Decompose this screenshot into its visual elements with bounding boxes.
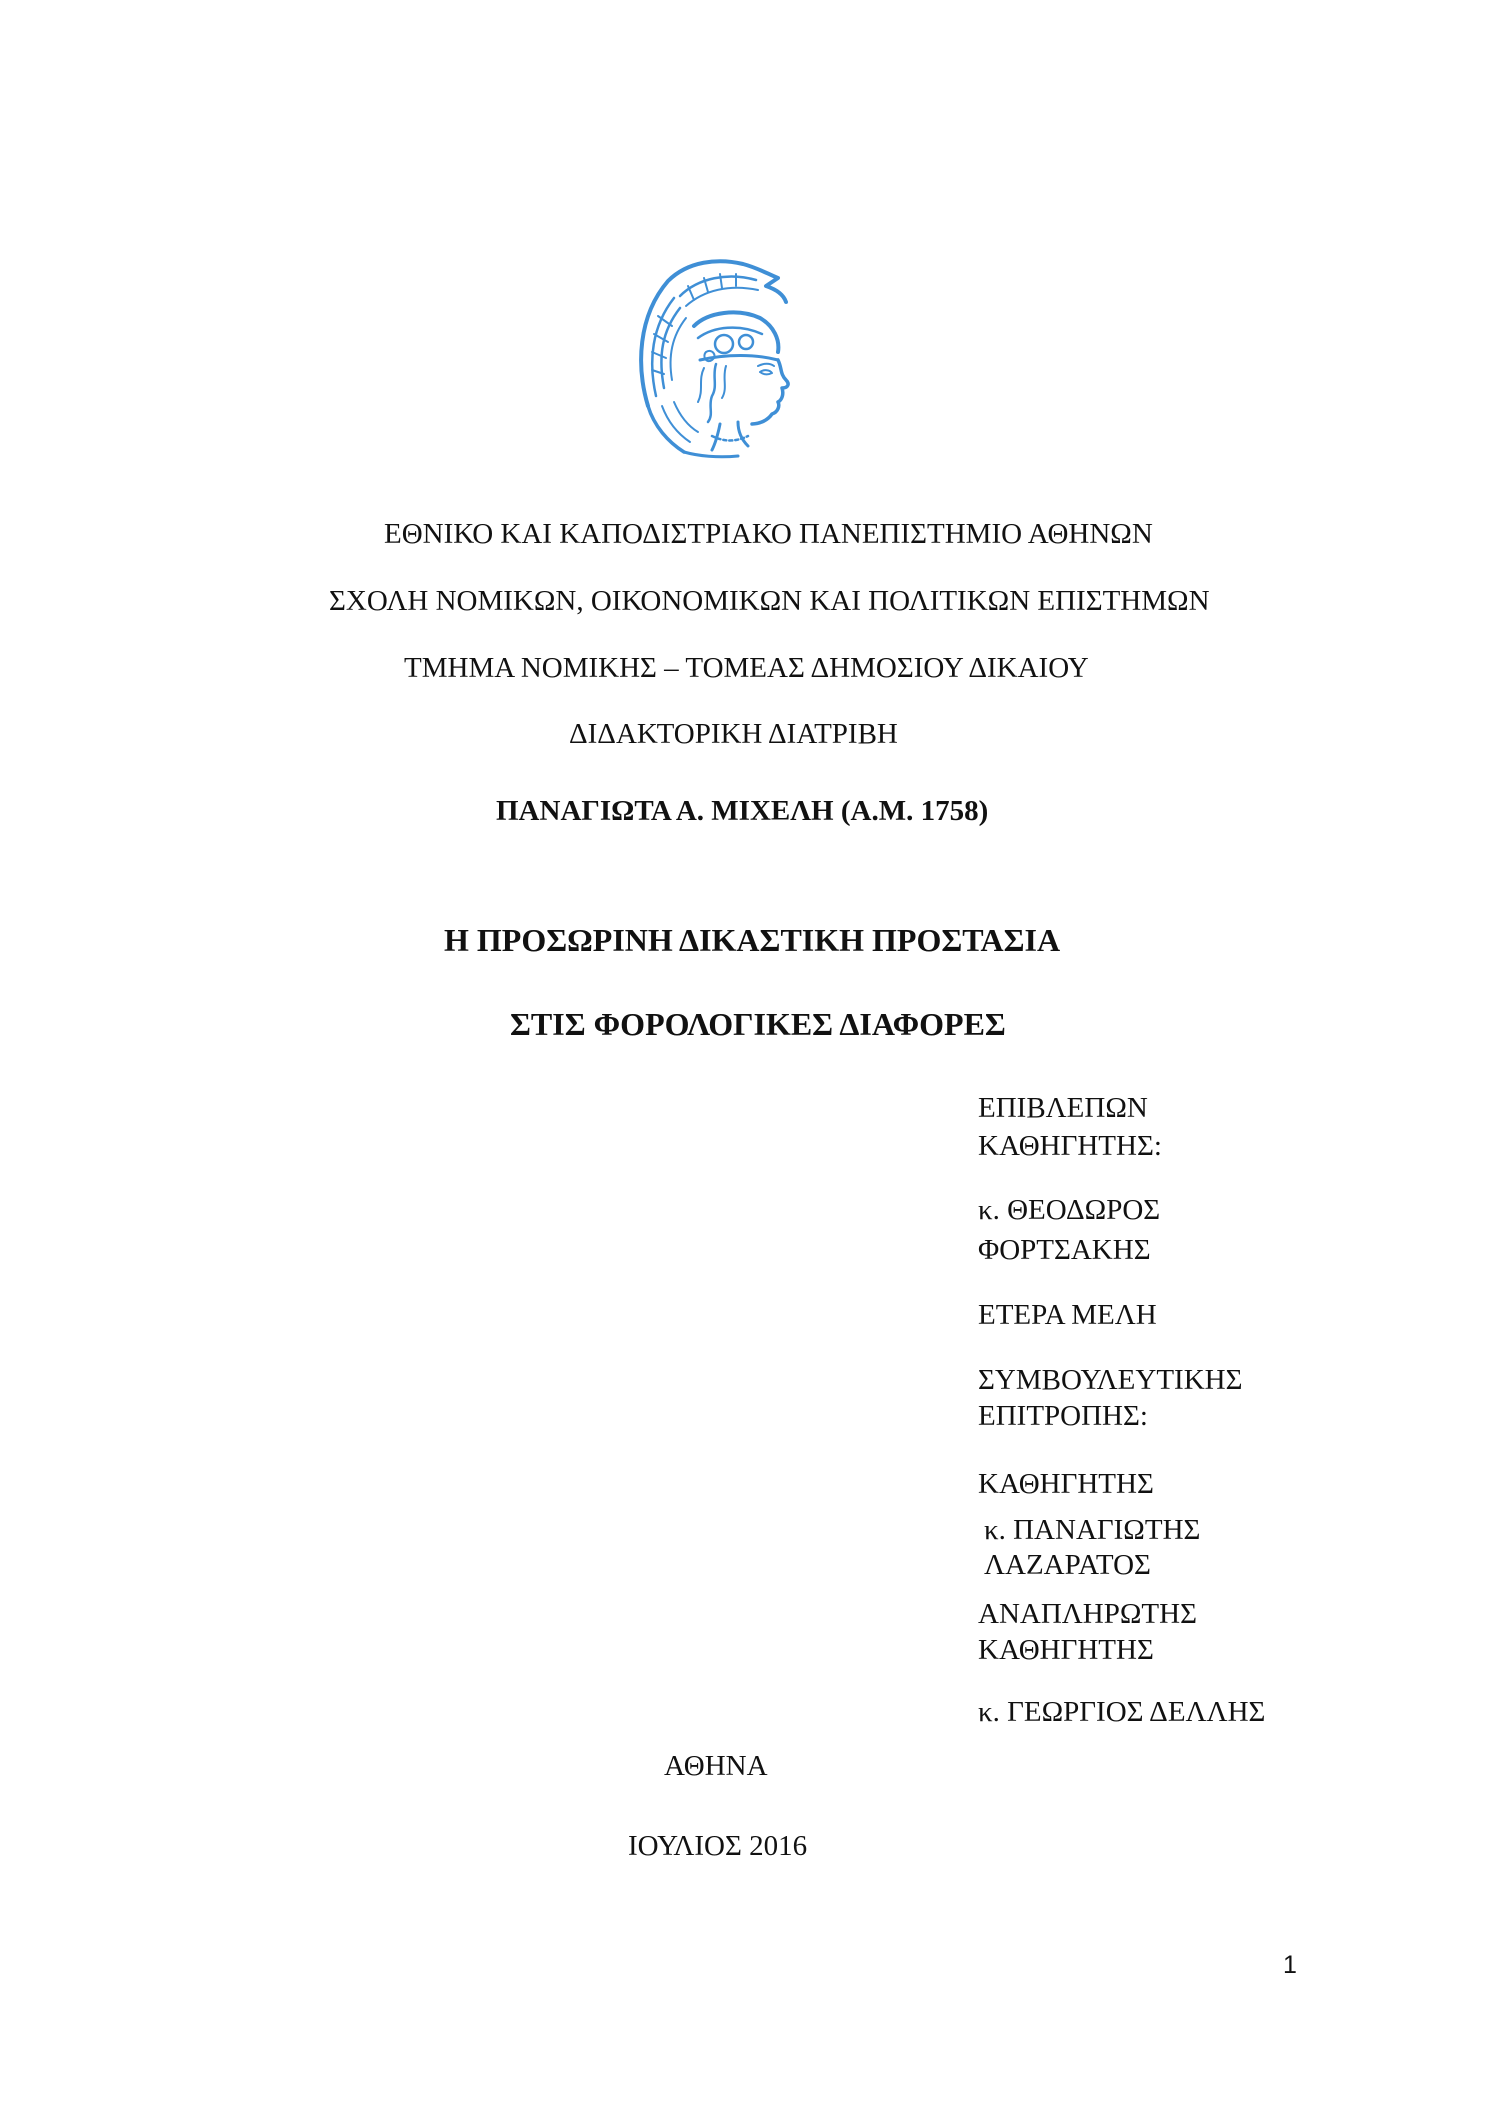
thesis-title-line-1: Η ΠΡΟΣΩΡΙΝΗ ΔΙΚΑΣΤΙΚΗ ΠΡΟΣΤΑΣΙΑ [444,922,1061,958]
document-type: ΔΙΔΑΚΤΟΡΙΚΗ ΔΙΑΤΡΙΒΗ [569,718,898,750]
author-name: ΠΑΝΑΓΙΩΤΑ Α. ΜΙΧΕΛΗ (Α.Μ. 1758) [496,795,989,827]
committee-members-label: ΕΤΕΡΑ ΜΕΛΗ [978,1299,1157,1331]
member1-title: ΚΑΘΗΓΗΤΗΣ [978,1468,1154,1500]
university-name: ΕΘΝΙΚΟ ΚΑΙ ΚΑΠΟΔΙΣΤΡΙΑΚΟ ΠΑΝΕΠΙΣΤΗΜΙΟ ΑΘΗΝΩΝ [384,518,1153,550]
school-name: ΣΧΟΛΗ ΝΟΜΙΚΩΝ, ΟΙΚΟΝΟΜΙΚΩΝ ΚΑΙ ΠΟΛΙΤΙΚΩΝ ΕΠΙΣΤΗΜΩΝ [329,585,1210,617]
member1-name-2: ΛΑΖΑΡΑΤΟΣ [984,1549,1151,1581]
city: ΑΘΗΝΑ [664,1750,768,1782]
page-number: 1 [1283,1951,1297,1979]
advisory-committee-label-1: ΣΥΜΒΟΥΛΕΥΤΙΚΗΣ [978,1364,1243,1396]
university-logo-athena-icon [628,256,800,462]
supervisor-label-1: ΕΠΙΒΛΕΠΩΝ [978,1092,1148,1124]
date: ΙΟΥΛΙΟΣ 2016 [628,1830,808,1862]
department-name: ΤΜΗΜΑ ΝΟΜΙΚΗΣ – ΤΟΜΕΑΣ ΔΗΜΟΣΙΟΥ ΔΙΚΑΙΟΥ [404,652,1089,684]
member1-name-1: κ. ΠΑΝΑΓΙΩΤΗΣ [984,1514,1201,1546]
supervisor-label-2: ΚΑΘΗΓΗΤΗΣ: [978,1130,1162,1162]
supervisor-name-2: ΦΟΡΤΣΑΚΗΣ [978,1234,1151,1266]
member2-name: κ. ΓΕΩΡΓΙΟΣ ΔΕΛΛΗΣ [978,1696,1266,1728]
thesis-title-line-2: ΣΤΙΣ ΦΟΡΟΛΟΓΙΚΕΣ ΔΙΑΦΟΡΕΣ [510,1006,1006,1042]
supervisor-name-1: κ. ΘΕΟΔΩΡΟΣ [978,1194,1161,1226]
advisory-committee-label-2: ΕΠΙΤΡΟΠΗΣ: [978,1400,1148,1432]
member2-title-2: ΚΑΘΗΓΗΤΗΣ [978,1634,1154,1666]
member2-title-1: ΑΝΑΠΛΗΡΩΤΗΣ [978,1598,1197,1630]
